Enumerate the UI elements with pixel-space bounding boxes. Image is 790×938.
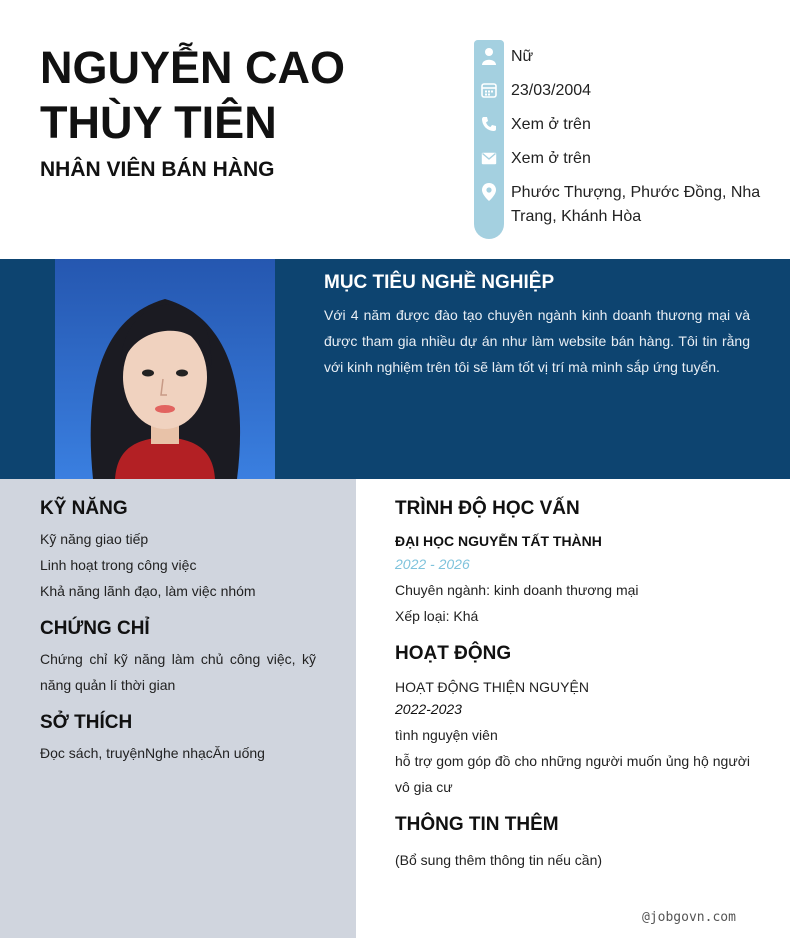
certificates-text: Chứng chỉ kỹ năng làm chủ công việc, kỹ năng quản lí thời gian [40, 651, 316, 693]
address-text: Phước Thượng, Phước Đồng, Nha Trang, Khánh Hòa [511, 184, 761, 225]
activity-description: hỗ trợ gom góp đồ cho những người muốn ủng hộ người vô gia cư [395, 753, 750, 795]
objective-text: Với 4 năm được đào tạo chuyên ngành kinh doanh thương mại và được tham gia nhiều dự án như làm website bán hàng. Tôi tin rằng với kinh nghiệm trên tôi sẽ làm tốt vị trí mà mình sắp ứng tuyển. [324, 307, 750, 375]
location-pin-icon [474, 181, 504, 203]
phone-icon [474, 113, 504, 135]
email-icon [474, 147, 504, 169]
profile-photo [55, 259, 275, 479]
skill-item: Khả năng lãnh đạo, làm việc nhóm [40, 583, 256, 599]
objective-title: MỤC TIÊU NGHỀ NGHIỆP [324, 272, 555, 293]
calendar-icon [474, 79, 504, 101]
job-title: NHÂN VIÊN BÁN HÀNG [40, 158, 275, 181]
watermark: @jobgovn.com [642, 910, 736, 925]
skill-item: Kỹ năng giao tiếp [40, 531, 149, 547]
person-icon [474, 45, 504, 67]
skills-title: KỸ NĂNG [40, 498, 128, 519]
activity-years: 2022-2023 [395, 701, 462, 717]
birthday-text: 23/03/2004 [511, 82, 592, 99]
additional-info-text: (Bổ sung thêm thông tin nếu cần) [395, 852, 603, 868]
contact-icon-bar [474, 40, 504, 239]
gender-text: Nữ [511, 48, 534, 65]
certificates-title: CHỨNG CHỈ [40, 618, 150, 639]
education-years: 2022 - 2026 [395, 556, 470, 572]
skill-item: Linh hoạt trong công việc [40, 557, 197, 573]
education-school: ĐẠI HỌC NGUYỄN TẤT THÀNH [395, 533, 602, 549]
additional-info-title: THÔNG TIN THÊM [395, 814, 559, 835]
candidate-name: NGUYỄN CAO THÙY TIÊN [40, 42, 346, 148]
hobbies-title: SỞ THÍCH [40, 712, 133, 733]
activity-role: tình nguyện viên [395, 727, 498, 743]
hobbies-text: Đọc sách, truyệnNghe nhạcĂn uống [40, 745, 265, 761]
phone-text: Xem ở trên [511, 116, 591, 133]
activities-title: HOẠT ĐỘNG [395, 643, 512, 664]
email-text: Xem ở trên [511, 150, 591, 167]
education-grade: Xếp loại: Khá [395, 608, 479, 624]
education-major: Chuyên ngành: kinh doanh thương mại [395, 582, 639, 598]
activity-name: HOẠT ĐỘNG THIỆN NGUYỆN [395, 679, 589, 695]
education-title: TRÌNH ĐỘ HỌC VẤN [395, 498, 580, 519]
